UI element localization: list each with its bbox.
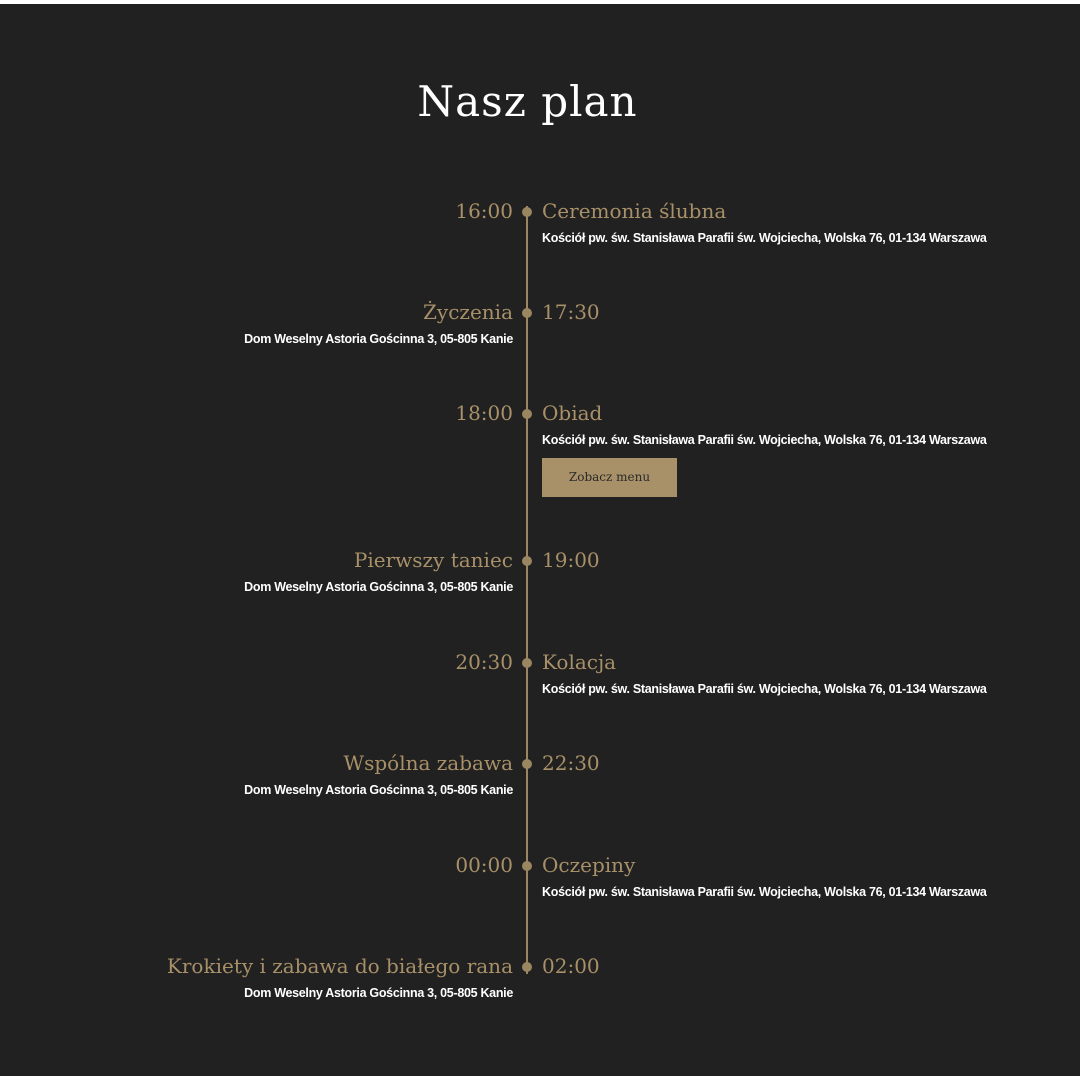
timeline-event-party bbox=[0, 750, 1080, 797]
event-time: 17:30 bbox=[542, 300, 600, 324]
event-address: Dom Weselny Astoria Gościnna 3, 05-805 Kanie bbox=[244, 783, 513, 797]
page-title: Nasz plan bbox=[417, 77, 638, 126]
event-address: Kościół pw. św. Stanisława Parafii św. Wojciecha, Wolska 76, 01-134 Warszawa bbox=[542, 682, 987, 696]
event-name: Pierwszy taniec bbox=[353, 548, 513, 572]
timeline-event-first-dance bbox=[0, 547, 1080, 594]
event-name: Krokiety i zabawa do białego rana bbox=[166, 954, 513, 978]
event-address: Dom Weselny Astoria Gościnna 3, 05-805 Kanie bbox=[244, 332, 513, 346]
event-address: Kościół pw. św. Stanisława Parafii św. Wojciecha, Wolska 76, 01-134 Warszawa bbox=[542, 885, 987, 899]
event-name: Ceremonia ślubna bbox=[542, 199, 727, 223]
event-time: 02:00 bbox=[542, 954, 600, 978]
event-address: Kościół pw. św. Stanisława Parafii św. Wojciecha, Wolska 76, 01-134 Warszawa bbox=[542, 433, 987, 447]
event-time: 19:00 bbox=[542, 548, 600, 572]
timeline-dot bbox=[522, 759, 532, 769]
schedule-section bbox=[0, 4, 1080, 1076]
event-name: Kolacja bbox=[542, 650, 617, 674]
timeline-event-croquettes bbox=[0, 953, 1080, 1000]
timeline-event-ceremony bbox=[0, 198, 1080, 245]
timeline-event-unveiling bbox=[0, 852, 1080, 899]
event-time: 22:30 bbox=[542, 751, 600, 775]
timeline-dot bbox=[522, 962, 532, 972]
timeline-event-supper bbox=[0, 649, 1080, 696]
event-time: 16:00 bbox=[455, 199, 513, 223]
see-menu-button[interactable]: Zobacz menu bbox=[542, 458, 677, 497]
timeline-dot bbox=[522, 861, 532, 871]
timeline-dot bbox=[522, 207, 532, 217]
timeline-dot bbox=[522, 658, 532, 668]
event-address: Dom Weselny Astoria Gościnna 3, 05-805 Kanie bbox=[244, 986, 513, 1000]
timeline-event-dinner bbox=[0, 400, 1080, 500]
event-name: Życzenia bbox=[423, 300, 513, 324]
event-name: Oczepiny bbox=[542, 853, 636, 877]
timeline-dot bbox=[522, 409, 532, 419]
timeline-dot bbox=[522, 556, 532, 566]
event-address: Kościół pw. św. Stanisława Parafii św. Wojciecha, Wolska 76, 01-134 Warszawa bbox=[542, 231, 987, 245]
event-name: Obiad bbox=[542, 401, 603, 425]
timeline-dot bbox=[522, 308, 532, 318]
event-time: 18:00 bbox=[455, 401, 513, 425]
timeline-event-wishes bbox=[0, 299, 1080, 346]
event-address: Dom Weselny Astoria Gościnna 3, 05-805 Kanie bbox=[244, 580, 513, 594]
event-time: 00:00 bbox=[455, 853, 513, 877]
event-name: Wspólna zabawa bbox=[343, 751, 513, 775]
event-time: 20:30 bbox=[455, 650, 513, 674]
